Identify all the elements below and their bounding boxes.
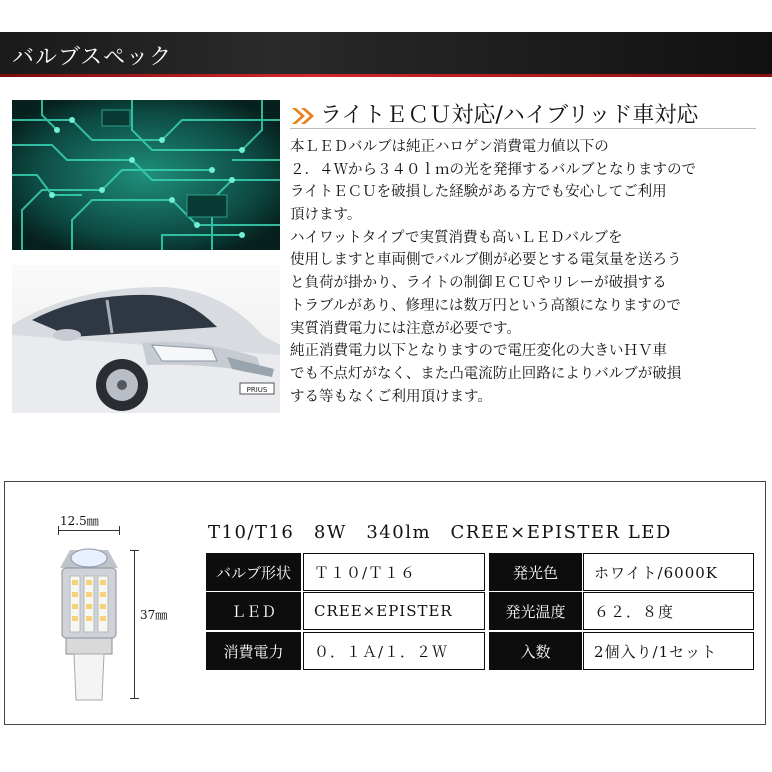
description-line: する等もなくご利用頂けます。 bbox=[290, 388, 492, 405]
feature-heading-text: ライトＥＣＵ対応/ハイブリッド車対応 bbox=[320, 103, 699, 128]
spec-label-cell: 消費電力 bbox=[206, 632, 301, 670]
description-line: 実質消費電力には注意が必要です。 bbox=[290, 320, 521, 337]
car-image bbox=[12, 265, 280, 413]
section-title: バルブスペック bbox=[12, 45, 173, 70]
dimension-line bbox=[58, 530, 120, 531]
description-line: ライトＥＣＵを破損した経験がある方でも安心してご利用 bbox=[290, 184, 667, 201]
spec-title: T10/T16 8W 340lm CREE×EPISTER LED bbox=[208, 522, 672, 543]
description-line: 頂けます。 bbox=[290, 207, 362, 224]
bulb-width-dimension: 12.5㎜ bbox=[60, 514, 99, 528]
description-line: ハイワットタイプで実質消費も高いＬＥＤバルブを bbox=[290, 229, 623, 246]
dimension-tick bbox=[119, 526, 120, 535]
dimension-tick bbox=[58, 526, 59, 535]
spec-label-cell: ＬＥＤ bbox=[206, 592, 301, 630]
circuit-board-image bbox=[12, 100, 280, 250]
bulb-height-dimension: 37㎜ bbox=[140, 608, 168, 622]
spec-label-cell: 入数 bbox=[489, 632, 582, 670]
feature-heading bbox=[290, 98, 698, 129]
header-accent-line bbox=[0, 74, 772, 77]
led-bulb-image bbox=[52, 540, 132, 708]
spec-value-cell: 2個入り/1セット bbox=[583, 632, 754, 670]
divider bbox=[290, 128, 756, 129]
description-line: ２．４Ｗから３４０ｌｍの光を発揮するバルブとなりますので bbox=[290, 161, 696, 178]
description-line: でも不点灯がなく、また凸電流防止回路によりバルブが破損 bbox=[290, 365, 682, 382]
spec-value-cell: ホワイト/6000K bbox=[583, 553, 754, 591]
description-line: 純正消費電力以下となりますので電圧変化の大きいＨＶ車 bbox=[290, 343, 667, 360]
spec-value-cell: ０．１Ａ/１．２Ｗ bbox=[303, 632, 485, 670]
description-line: 本ＬＥＤバルブは純正ハロゲン消費電力値以下の bbox=[290, 139, 609, 155]
license-plate-text: PRIUS bbox=[246, 386, 268, 394]
feature-description bbox=[290, 136, 766, 408]
spec-label-cell: バルブ形状 bbox=[206, 553, 301, 591]
double-chevron-icon bbox=[290, 107, 316, 125]
spec-value-cell: Ｔ１０/Ｔ１６ bbox=[303, 553, 485, 591]
spec-value-cell: CREE×EPISTER bbox=[303, 592, 485, 630]
description-line: と負荷が掛かり、ライトの制御ＥＣＵやリレーが破損する bbox=[290, 275, 667, 292]
dimension-line bbox=[134, 550, 135, 698]
description-line: 使用しますと車両側でバルブ側が必要とする電気量を送ろう bbox=[290, 252, 682, 269]
spec-value-cell: ６２．８度 bbox=[583, 592, 754, 630]
spec-label-cell: 発光色 bbox=[489, 553, 582, 591]
description-line: トラブルがあり、修理には数万円という高額になりますので bbox=[290, 297, 681, 314]
spec-label-cell: 発光温度 bbox=[489, 592, 582, 630]
